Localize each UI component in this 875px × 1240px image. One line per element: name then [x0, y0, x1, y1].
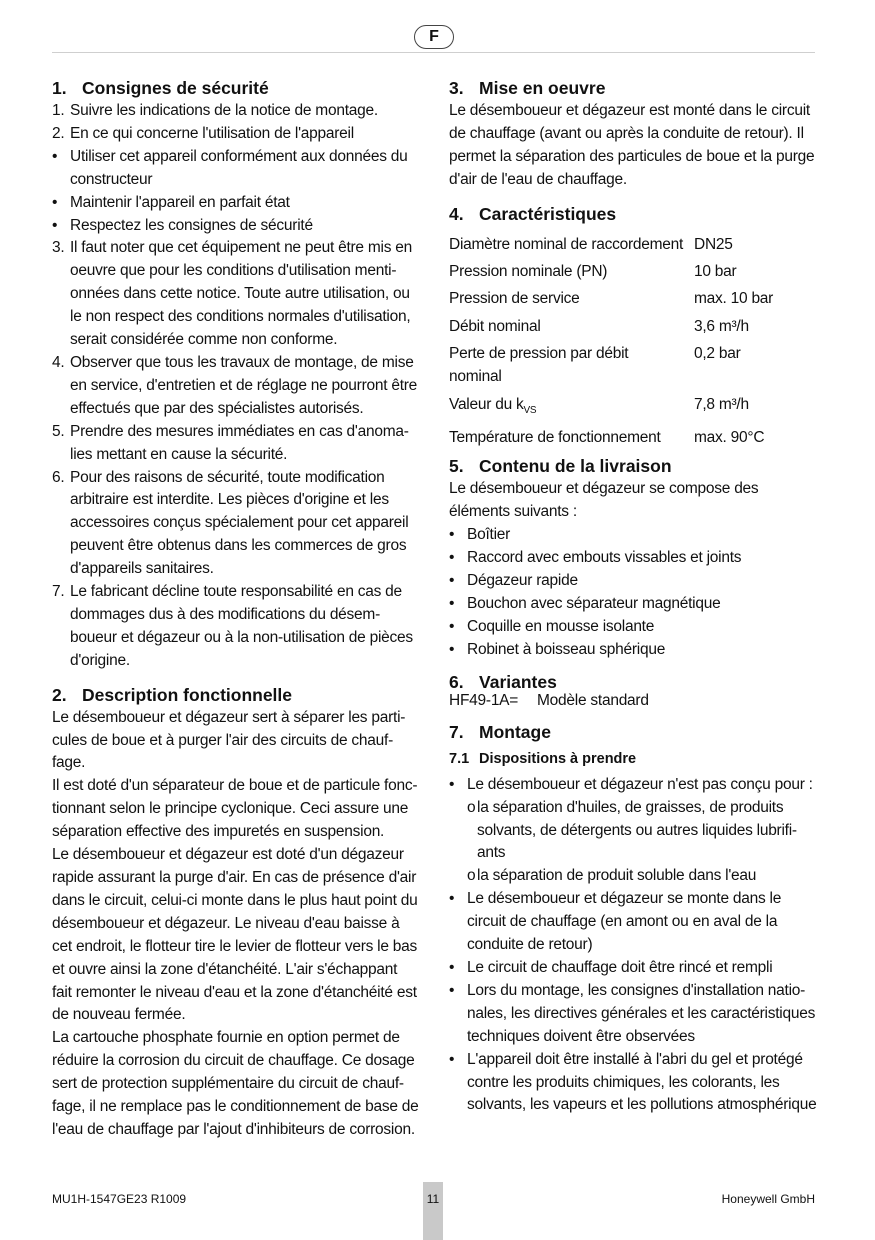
paragraph: Il est doté d'un séparateur de boue et de particule fonctionnant selon le principe cyclonique. Ceci assure une séparation effective des impuretés en suspension. [52, 777, 418, 841]
section-heading: 6. Variantes [449, 671, 557, 692]
paragraph: La cartouche phosphate fournie en option permet de réduire la corrosion du circuit de chauffage. Ce dosage sert de protection supplémentaire du circuit de chauffage, il ne remplace pas le conditionnement de base de l'eau de chauffage par l'ajout d'inhibiteurs de corrosion. [52, 1029, 419, 1138]
right-column [449, 76, 817, 1117]
paragraph: Le désemboueur et dégazeur est monté dans le circuit de chauffage (avant ou après la conduite de retour). Il permet la séparation des particules de boue et la purge d'air de l'eau de chauffage. [449, 102, 815, 188]
paragraph: Le désemboueur et dégazeur est doté d'un dégazeur rapide assurant la purge d'air. En cas de présence d'air dans le circuit, celui-ci monte dans le plus haut point du désemboueur et dégazeur. Le niveau d'eau baisse à cet endroit, le flotteur tire le levier de flotteur vers le bas et ouvre ainsi la zone d'étanchéité. L'air s'échappant fait remonter le niveau d'eau et la zone d'étanchéité est de nouveau fermée. [52, 846, 418, 1024]
table-row [449, 427, 817, 454]
table-row [449, 316, 817, 343]
section-delivery [449, 454, 817, 661]
spec-label: Perte de pression par débit nominal [449, 345, 629, 386]
list-item: • Le circuit de chauffage doit être rincé et rempli [449, 958, 773, 976]
sub-list-item: o la séparation de produit soluble dans l'eau [467, 867, 757, 885]
section-heading: 4. Caractéristiques [449, 203, 617, 224]
footer-company: Honeywell GmbH [721, 1192, 815, 1206]
list-item: • Le désemboueur et dégazeur se monte dans le circuit de chauffage (en amont ou en aval de la conduite de retour) [449, 890, 782, 954]
list-item: 7. Le fabricant décline toute responsabilité en cas de dommages dus à des modifications du désemboueur et dégazeur ou à la non-utilisation de pièces d'origine. [52, 583, 413, 669]
footer-doc-code: MU1H-1547GE23 R1009 [52, 1192, 187, 1206]
page-number: 11 [423, 1182, 443, 1240]
section-installation [449, 720, 817, 1118]
section-heading: 5. Contenu de la livraison [449, 456, 672, 477]
section-specifications [449, 202, 817, 455]
paragraph: Le désemboueur et dégazeur se compose des éléments suivants : [449, 480, 759, 521]
table-row [449, 394, 817, 428]
section-description [52, 683, 420, 1142]
spec-value: 3,6 m³/h [694, 317, 749, 335]
list-item: 3. Il faut noter que cet équipement ne peut être mis en oeuvre que pour les conditions d'utilisation mentionnées dans cette notice. Toute autre utilisation, ou le non respect des conditions normales d'utilisation, serait considérée comme non conforme. [52, 239, 413, 349]
list-item: 5. Prendre des mesures immédiates en cas d'anomalies mettant en cause la sécurité. [52, 422, 409, 463]
list-item: 4. Observer que tous les travaux de montage, de mise en service, d'entretien et de réglage ne pourront être effectués que par des spécialistes autorisés. [52, 353, 418, 417]
list-item: • Utiliser cet appareil conformément aux données du constructeur [52, 147, 408, 188]
list-item: 2. En ce qui concerne l'utilisation de l'appareil [52, 124, 354, 142]
left-column [52, 76, 420, 1142]
table-row [449, 261, 817, 288]
spec-value: 10 bar [694, 263, 737, 281]
spec-label: Pression nominale (PN) [449, 263, 608, 281]
spec-label: Débit nominal [449, 317, 541, 335]
language-badge: F [414, 25, 454, 49]
section-heading: 1. Consignes de sécurité [52, 78, 269, 98]
section-heading: 3. Mise en oeuvre [449, 78, 606, 98]
spec-label: Température de fonctionnement [449, 429, 661, 447]
paragraph: Le désemboueur et dégazeur sert à séparer les particules de boue et à purger l'air des circuits de chauffage. [52, 708, 406, 772]
list-item: • Bouchon avec séparateur magnétique [449, 595, 721, 612]
section-safety [52, 76, 420, 673]
spec-value: max. 90°C [694, 429, 765, 447]
spec-label: Valeur du $k_{VS}$ [449, 395, 537, 416]
spec-label: Diamètre nominal de raccordement [449, 235, 684, 253]
list-item: • Maintenir l'appareil en parfait état [52, 193, 290, 211]
section-heading: 2. Description fonctionnelle [52, 684, 293, 705]
list-item: • Le désemboueur et dégazeur n'est pas conçu pour : [449, 775, 813, 793]
section-variants [449, 672, 817, 710]
spec-value: max. 10 bar [694, 290, 774, 308]
variant-desc: Modèle standard [537, 691, 649, 709]
spec-value: 7,8 m³/h [694, 395, 749, 413]
list-item: • Respectez les consignes de sécurité [52, 216, 313, 234]
list-item: • Raccord avec embouts vissables et joints [449, 549, 742, 567]
section-implementation [449, 76, 817, 192]
list-item: 6. Pour des raisons de sécurité, toute modification arbitraire est interdite. Les pièces d'origine et les accessoires conçus spécialement pour cet appareil peuvent être obtenus dans les commerces de gros d'appareils sanitaires. [52, 468, 409, 578]
spec-label: Pression de service [449, 290, 580, 308]
list-item: • Robinet à boisseau sphérique [449, 640, 666, 658]
list-item: • Boîtier [449, 526, 511, 544]
installation-list [449, 888, 817, 1117]
header-rule [52, 52, 815, 53]
list-item: • Dégazeur rapide [449, 572, 578, 590]
spec-value: DN25 [694, 235, 733, 253]
variant-row [449, 692, 817, 710]
list-item: • Coquille en mousse isolante [449, 617, 655, 635]
spec-table [449, 234, 817, 455]
delivery-list [449, 524, 817, 661]
subsection-heading: 7.1 Dispositions à prendre [449, 750, 637, 767]
table-row [449, 343, 817, 393]
list-item: • L'appareil doit être installé à l'abri du gel et protégé contre les produits chimiques, les colorants, les solvants, les vapeurs et les pollutions atmosphérique [449, 1050, 817, 1114]
spec-value: 0,2 bar [694, 345, 741, 363]
table-row [449, 234, 817, 261]
list-item: 1. Suivre les indications de la notice de montage. [52, 102, 378, 119]
table-row [449, 288, 817, 315]
sub-list-item: o la séparation d'huiles, de graisses, de produits solvants, de détergents ou autres liquides lubrifiants [467, 798, 798, 862]
installation-sublist [449, 797, 817, 889]
installation-list [449, 774, 817, 797]
safety-list [52, 100, 420, 673]
list-item: • Lors du montage, les consignes d'installation nationales, les directives générales et les caractéristiques techniques doivent être observées [449, 981, 816, 1045]
section-heading: 7. Montage [449, 721, 551, 742]
variant-code: HF49-1A= [449, 691, 519, 709]
